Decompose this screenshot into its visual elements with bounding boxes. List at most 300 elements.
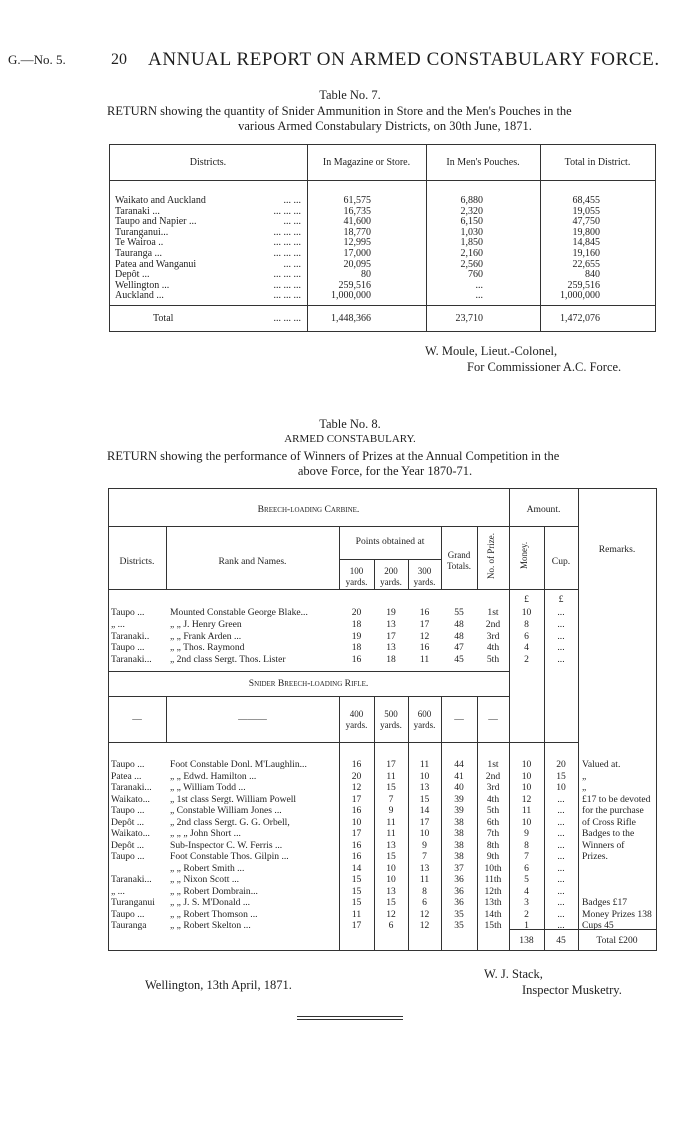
t7-cell-dots: ... ... ... bbox=[273, 205, 301, 217]
document-reference: G.—No. 5. bbox=[8, 52, 66, 67]
t8-cell-p2: 12 bbox=[386, 908, 396, 920]
t8-cell-name: Foot Constable Thos. Gilpin ... bbox=[170, 851, 289, 862]
footer-sig-line2: Inspector Musketry. bbox=[522, 983, 622, 997]
t7-cell-pouches: ... bbox=[475, 279, 483, 291]
t7-cell-magazine: 12,995 bbox=[343, 237, 371, 249]
t7-cell-total: 19,055 bbox=[572, 205, 600, 217]
t8-cell-district: Patea ... bbox=[111, 770, 142, 782]
t8-cell-p2: 15 bbox=[386, 851, 396, 862]
t8-cell-money: 10 bbox=[521, 782, 532, 793]
t7-col-pouches: In Men's Pouches. bbox=[446, 157, 520, 168]
t8-cell-money: 4 bbox=[524, 885, 529, 897]
t8-cell-p2: 9 bbox=[388, 805, 394, 816]
t8-cell-p1: 16 bbox=[351, 654, 362, 666]
t7-cell-dots: ... ... ... bbox=[273, 269, 301, 281]
t8-cell-p2: 6 bbox=[388, 920, 394, 931]
t7-cell-dots: ... ... bbox=[283, 195, 301, 206]
t7-cell-magazine: 259,516 bbox=[338, 279, 371, 291]
t8-cell-p1: 16 bbox=[351, 759, 362, 770]
t8-cell-prize: 6th bbox=[486, 816, 500, 828]
t8-cell-p2: 10 bbox=[386, 874, 396, 885]
t8-cell-district: Waikato... bbox=[111, 793, 150, 805]
t8-cell-name: „ 2nd class Sergt. Thos. Lister bbox=[170, 654, 286, 666]
t8-cell-money: 7 bbox=[524, 851, 529, 862]
t7-cell-pouches: 6,880 bbox=[460, 195, 483, 206]
t8-cell-district: Turanganui bbox=[111, 897, 155, 908]
t8-cell-p2: 11 bbox=[386, 828, 396, 839]
t8-cell-cup: ... bbox=[557, 874, 565, 885]
t8-cell-district: Depôt ... bbox=[111, 839, 145, 851]
t7-cell-total: 47,750 bbox=[572, 216, 600, 228]
t8-cell-p3: 8 bbox=[422, 885, 427, 897]
t8-cell-p3: 17 bbox=[419, 816, 430, 828]
t8-row bbox=[108, 759, 657, 770]
t8-cell-p2: 10 bbox=[386, 862, 396, 874]
t8-cell-district: „ ... bbox=[111, 885, 125, 897]
t8-cup-header: Cup. bbox=[551, 556, 571, 567]
t8-cell-total: 36 bbox=[454, 897, 464, 908]
t8-money-header: Money. bbox=[519, 541, 529, 569]
t8-cell-p3: 12 bbox=[419, 630, 430, 642]
t8-cell-name: „ „ Robert Dombrain... bbox=[170, 885, 258, 897]
t8-cell-remark: Prizes. bbox=[582, 851, 608, 862]
table8-prizes bbox=[108, 488, 657, 951]
t8-cell-prize: 15th bbox=[484, 920, 502, 931]
t8-cell-district: Taupo ... bbox=[111, 851, 145, 862]
t8-cell-p1: 15 bbox=[351, 897, 362, 908]
t8-cell-prize: 14th bbox=[484, 908, 502, 920]
t8-cell-money: 2 bbox=[524, 908, 529, 920]
t8-cell-name: „ „ J. S. M'Donald ... bbox=[170, 897, 251, 908]
t8-cell-cup: ... bbox=[557, 828, 565, 839]
t8-yards-100: 100 yards. bbox=[345, 566, 368, 587]
t7-cell-district: Turanganui... bbox=[115, 226, 169, 238]
t8-rifle-prize-dash: — bbox=[488, 714, 498, 725]
t7-col-districts: Districts. bbox=[189, 157, 227, 168]
t8-row bbox=[108, 771, 657, 782]
t8-cell-p3: 14 bbox=[419, 805, 430, 816]
t8-cell-name: Foot Constable Donl. M'Laughlin... bbox=[170, 759, 307, 770]
t7-total-total: 1,472,076 bbox=[560, 313, 600, 324]
t8-cell-district: Taupo ... bbox=[111, 908, 145, 920]
t7-cell-magazine: 20,095 bbox=[343, 258, 371, 270]
t8-cell-name: „ „ Nixon Scott ... bbox=[170, 874, 240, 885]
t7-cell-district: Depôt ... bbox=[115, 269, 150, 281]
t8-cell-prize: 2nd bbox=[485, 618, 501, 630]
page-title: ANNUAL REPORT ON ARMED CONSTABULARY FORCE. bbox=[148, 49, 660, 70]
t8-cell-name: „ „ „ John Short ... bbox=[170, 828, 241, 839]
page-number: 20 bbox=[111, 51, 127, 68]
t8-yards-200: 200 yards. bbox=[380, 566, 402, 587]
t8-row bbox=[108, 782, 657, 793]
t8-cell-district: Taupo ... bbox=[111, 607, 145, 618]
t8-remarks-header: Remarks. bbox=[598, 544, 636, 555]
t8-cell-money: 10 bbox=[521, 607, 532, 618]
t8-cell-prize: 12th bbox=[484, 885, 502, 897]
t7-cell-pouches: 2,160 bbox=[460, 248, 483, 259]
table7-return-line1: RETURN showing the quantity of Snider Ammunition in Store and the Men's Pouches in the bbox=[107, 104, 572, 118]
t8-cell-p1: 18 bbox=[351, 642, 362, 654]
t7-cell-magazine: 1,000,000 bbox=[331, 290, 371, 302]
t8-cell-remark: Badges £17 bbox=[582, 897, 628, 908]
t8-cell-total: 47 bbox=[454, 642, 464, 654]
t8-cell-prize: 2nd bbox=[485, 770, 501, 782]
t8-cell-money: 8 bbox=[524, 618, 529, 630]
table7-ammunition bbox=[109, 144, 656, 332]
t8-cell-cup: ... bbox=[557, 908, 565, 920]
table7-signature bbox=[425, 343, 665, 375]
t8-cell-total: 35 bbox=[454, 920, 464, 931]
t7-cell-district: Wellington ... bbox=[115, 279, 170, 291]
t8-cell-cup: ... bbox=[557, 805, 565, 816]
t8-cell-p1: 16 bbox=[351, 839, 362, 851]
t8-cell-p1: 17 bbox=[351, 828, 362, 839]
t7-cell-pouches: ... bbox=[475, 290, 483, 302]
t8-cell-total: 36 bbox=[454, 885, 464, 897]
t8-cell-p1: 14 bbox=[351, 862, 362, 874]
t8-cell-name: „ 1st class Sergt. William Powell bbox=[170, 793, 297, 805]
t8-row bbox=[108, 840, 657, 851]
t8-cell-p3: 6 bbox=[422, 897, 427, 908]
t8-cell-remark: £17 to be devoted bbox=[582, 793, 651, 805]
t8-cell-p3: 13 bbox=[419, 862, 430, 874]
t8-yards-500: 500 yards. bbox=[380, 709, 402, 730]
t8-cell-money: 10 bbox=[521, 770, 532, 782]
t8-cell-total: 45 bbox=[454, 654, 464, 666]
t8-cell-p2: 17 bbox=[386, 630, 396, 642]
table8-subcaption: ARMED CONSTABULARY. bbox=[284, 433, 416, 445]
t8-cell-name: „ Constable William Jones ... bbox=[170, 805, 282, 816]
t7-cell-magazine: 17,000 bbox=[343, 248, 371, 259]
t8-cell-money: 1 bbox=[524, 920, 529, 931]
t8-row bbox=[108, 654, 657, 665]
t8-cell-total: 38 bbox=[454, 816, 464, 828]
t8-cell-cup: ... bbox=[557, 920, 565, 931]
t8-cell-prize: 1st bbox=[487, 759, 499, 770]
t8-cell-p2: 18 bbox=[386, 654, 396, 666]
t8-yards-600: 600 yards. bbox=[413, 709, 436, 730]
t8-cell-p1: 12 bbox=[351, 782, 362, 793]
t8-cell-p3: 12 bbox=[419, 908, 430, 920]
t8-cell-name: „ „ Edwd. Hamilton ... bbox=[170, 770, 257, 782]
t8-cell-name: „ „ Robert Smith ... bbox=[170, 862, 245, 874]
t8-cell-cup: ... bbox=[557, 607, 565, 618]
t8-row bbox=[108, 909, 657, 920]
t8-cell-money: 12 bbox=[521, 793, 532, 805]
t8-rifle-total-dash: — bbox=[454, 714, 464, 725]
t8-cell-remark: „ bbox=[582, 782, 587, 793]
t8-cell-district: Taupo ... bbox=[111, 805, 145, 816]
t8-cell-p2: 13 bbox=[386, 885, 396, 897]
t8-cell-p2: 13 bbox=[386, 618, 396, 630]
t7-cell-dots: ... ... ... bbox=[273, 226, 301, 238]
t8-row bbox=[108, 607, 657, 618]
t8-cell-total: 44 bbox=[454, 759, 464, 770]
t7-cell-pouches: 2,560 bbox=[460, 258, 483, 270]
t7-sig-line1: W. Moule, Lieut.-Colonel, bbox=[425, 344, 558, 358]
t7-cell-pouches: 1,030 bbox=[460, 226, 483, 238]
t7-cell-magazine: 18,770 bbox=[343, 226, 371, 238]
t8-cell-p1: 18 bbox=[351, 618, 362, 630]
t8-cell-prize: 5th bbox=[486, 654, 500, 666]
t8-cell-p2: 7 bbox=[388, 793, 394, 805]
t7-cell-district: Te Wairoa .. bbox=[115, 237, 164, 249]
table7-caption: Table No. 7. bbox=[319, 88, 381, 102]
t8-cell-cup: 20 bbox=[556, 759, 566, 770]
t8-cell-cup: ... bbox=[557, 862, 565, 874]
t8-cell-p1: 20 bbox=[351, 607, 362, 618]
t7-cell-dots: ... ... ... bbox=[273, 290, 301, 302]
t7-cell-dots: ... ... bbox=[283, 258, 301, 270]
t8-cell-p3: 16 bbox=[419, 607, 430, 618]
t8-cell-p1: 17 bbox=[351, 793, 362, 805]
t8-cell-total: 41 bbox=[454, 770, 464, 782]
t8-cell-name: „ „ Frank Arden ... bbox=[170, 630, 242, 642]
t8-cell-prize: 4th bbox=[486, 793, 500, 805]
t7-cell-magazine: 61,575 bbox=[343, 195, 371, 206]
t8-cell-money: 6 bbox=[524, 862, 529, 874]
t8-cell-p3: 10 bbox=[419, 770, 430, 782]
t8-cell-prize: 4th bbox=[486, 642, 500, 654]
t8-cell-district: Taranaki... bbox=[111, 654, 152, 666]
t8-cell-p1: 19 bbox=[351, 630, 362, 642]
t8-cell-remark: „ bbox=[582, 770, 587, 782]
t8-cell-p3: 16 bbox=[419, 642, 430, 654]
t8-cell-p3: 11 bbox=[419, 874, 430, 885]
t8-row bbox=[108, 863, 657, 874]
t8-total-remark: Total £200 bbox=[596, 935, 638, 946]
t8-cell-money: 10 bbox=[521, 816, 532, 828]
t8-cell-total: 38 bbox=[454, 839, 464, 851]
t8-cell-total: 37 bbox=[454, 862, 464, 874]
t7-cell-dots: ... ... ... bbox=[273, 279, 301, 291]
t8-cell-p2: 17 bbox=[386, 759, 396, 770]
t8-cell-district: Taranaki.. bbox=[111, 630, 150, 642]
t7-cell-pouches: 2,320 bbox=[460, 205, 483, 217]
t8-row bbox=[108, 794, 657, 805]
t8-cell-name: „ „ Robert Skelton ... bbox=[170, 920, 251, 931]
t8-cell-p3: 10 bbox=[419, 828, 430, 839]
t8-cell-money: 2 bbox=[524, 654, 529, 666]
t8-cell-money: 8 bbox=[524, 839, 529, 851]
t8-cell-p2: 15 bbox=[386, 897, 396, 908]
t8-cell-p3: 9 bbox=[422, 839, 427, 851]
t7-cell-total: 22,655 bbox=[572, 258, 600, 270]
t8-cell-p1: 16 bbox=[351, 851, 362, 862]
t8-row bbox=[108, 874, 657, 885]
t8-cell-cup: ... bbox=[557, 793, 565, 805]
footer-sig-line1: W. J. Stack, bbox=[484, 967, 543, 981]
t8-cell-p3: 7 bbox=[422, 851, 427, 862]
t7-cell-dots: ... ... bbox=[283, 216, 301, 228]
t7-cell-district: Taranaki ... bbox=[115, 205, 160, 217]
footer-date: Wellington, 13th April, 1871. bbox=[145, 978, 292, 992]
t8-cell-total: 55 bbox=[454, 607, 464, 618]
t8-cell-p2: 11 bbox=[386, 816, 396, 828]
t8-cell-p2: 15 bbox=[386, 782, 396, 793]
t8-cell-p2: 11 bbox=[386, 770, 396, 782]
t8-cell-p1: 15 bbox=[351, 874, 362, 885]
table8-caption: Table No. 8. bbox=[319, 417, 381, 431]
table7-return-line2: various Armed Constabulary Districts, on 30th June, 1871. bbox=[238, 119, 532, 133]
t8-cell-cup: ... bbox=[557, 885, 565, 897]
t8-cell-remark: Valued at. bbox=[582, 759, 621, 770]
t8-row bbox=[108, 897, 657, 908]
t8-cell-cup: 10 bbox=[556, 782, 566, 793]
t8-rifle-rank-dash: ——— bbox=[238, 714, 267, 725]
t8-cell-cup: ... bbox=[557, 642, 565, 654]
t8-cell-p3: 11 bbox=[419, 759, 430, 770]
t8-row bbox=[108, 828, 657, 839]
t8-cell-p2: 13 bbox=[386, 642, 396, 654]
t8-cell-district: Depôt ... bbox=[111, 816, 145, 828]
t8-cell-total: 48 bbox=[454, 618, 464, 630]
t8-cell-name: „ „ William Todd ... bbox=[170, 782, 246, 793]
t8-cell-district: Taranaki... bbox=[111, 874, 152, 885]
t8-rank-header: Rank and Names. bbox=[218, 556, 287, 567]
t7-cell-total: 259,516 bbox=[567, 279, 600, 291]
t8-cell-p1: 20 bbox=[351, 770, 362, 782]
t8-cell-p2: 19 bbox=[386, 607, 396, 618]
t7-cell-district: Patea and Wanganui bbox=[115, 258, 197, 270]
t8-cell-name: „ 2nd class Sergt. G. G. Orbell, bbox=[170, 816, 290, 828]
t7-total-label: Total bbox=[153, 313, 174, 324]
t8-cell-money: 10 bbox=[521, 759, 532, 770]
t8-cell-cup: ... bbox=[557, 839, 565, 851]
t8-row bbox=[108, 920, 657, 931]
t8-row bbox=[108, 886, 657, 897]
t7-col-magazine: In Magazine or Store. bbox=[322, 157, 411, 168]
t8-rifle-district-dash: — bbox=[132, 714, 142, 725]
t8-row bbox=[108, 619, 657, 630]
t8-cell-prize: 8th bbox=[486, 839, 500, 851]
t8-section-carbine-title: Breech-loading Carbine. bbox=[257, 504, 360, 515]
t7-cell-magazine: 80 bbox=[361, 269, 371, 281]
t8-row bbox=[108, 631, 657, 642]
t8-points-header: Points obtained at bbox=[355, 536, 425, 547]
t8-cell-district: Waikato... bbox=[111, 828, 150, 839]
t8-cell-p1: 16 bbox=[351, 805, 362, 816]
t8-cell-remark: for the purchase bbox=[582, 805, 644, 816]
t8-cell-remark: Winners of bbox=[582, 839, 625, 851]
t7-cell-dots: ... ... ... bbox=[273, 237, 301, 249]
t7-cell-total: 68,455 bbox=[572, 195, 600, 206]
t8-cell-name: „ „ Thos. Raymond bbox=[170, 642, 245, 654]
t8-cell-prize: 9th bbox=[486, 851, 500, 862]
t7-cell-total: 1,000,000 bbox=[560, 290, 600, 302]
t8-total-cup: 45 bbox=[556, 935, 566, 946]
t8-cell-cup: ... bbox=[557, 851, 565, 862]
t7-total-magazine: 1,448,366 bbox=[331, 313, 371, 324]
t7-cell-district: Tauranga ... bbox=[115, 248, 163, 259]
t8-cell-total: 38 bbox=[454, 851, 464, 862]
t7-cell-total: 19,160 bbox=[572, 248, 600, 259]
t8-cell-prize: 3rd bbox=[486, 630, 500, 642]
t8-cell-p3: 11 bbox=[419, 654, 430, 666]
t8-cell-prize: 10th bbox=[484, 862, 502, 874]
t7-sig-line2: For Commissioner A.C. Force. bbox=[467, 360, 622, 374]
t8-yards-400: 400 yards. bbox=[345, 709, 368, 730]
t8-cell-remark: Cups 45 bbox=[582, 920, 614, 931]
t8-cell-p2: 13 bbox=[386, 839, 396, 851]
t7-cell-total: 19,800 bbox=[572, 226, 600, 238]
t8-cell-prize: 11th bbox=[484, 874, 502, 885]
t7-cell-magazine: 16,735 bbox=[343, 205, 371, 217]
t8-cell-total: 40 bbox=[454, 782, 464, 793]
t8-cell-district: Taupo ... bbox=[111, 759, 145, 770]
t8-cell-cup: ... bbox=[557, 654, 565, 666]
t8-districts-header: Districts. bbox=[119, 556, 155, 567]
t8-cell-prize: 5th bbox=[486, 805, 500, 816]
t8-cell-cup: ... bbox=[557, 816, 565, 828]
end-rule-bottom bbox=[297, 1019, 403, 1020]
t8-row bbox=[108, 805, 657, 816]
t7-total-pouches: 23,710 bbox=[455, 313, 483, 324]
table7-return-text bbox=[107, 104, 663, 134]
t8-cell-prize: 13th bbox=[484, 897, 502, 908]
t8-row bbox=[108, 817, 657, 828]
table8-return-line2: above Force, for the Year 1870-71. bbox=[297, 464, 473, 478]
t8-cell-cup: ... bbox=[557, 618, 565, 630]
t8-cell-total: 48 bbox=[454, 630, 464, 642]
t8-currency-money: £ bbox=[524, 594, 529, 605]
t8-cell-prize: 3rd bbox=[486, 782, 500, 793]
footer-signature bbox=[484, 966, 684, 998]
t8-cell-money: 5 bbox=[524, 874, 529, 885]
t8-cell-name: Sub-Inspector C. W. Ferris ... bbox=[170, 839, 283, 851]
t8-row bbox=[108, 642, 657, 653]
t8-currency-cup: £ bbox=[558, 594, 564, 605]
t8-cell-money: 6 bbox=[524, 630, 529, 642]
t7-total-dots: ... ... ... bbox=[273, 313, 301, 324]
t8-cell-p3: 13 bbox=[419, 782, 430, 793]
t8-cell-total: 39 bbox=[454, 793, 464, 805]
t7-cell-district: Auckland ... bbox=[115, 290, 164, 302]
t8-cell-p3: 12 bbox=[419, 920, 430, 931]
t7-cell-district: Taupo and Napier ... bbox=[115, 216, 197, 228]
t8-cell-total: 36 bbox=[454, 874, 464, 885]
t7-cell-pouches: 6,150 bbox=[460, 216, 483, 228]
t7-cell-total: 840 bbox=[585, 269, 600, 281]
t8-cell-money: 3 bbox=[524, 897, 529, 908]
t8-cell-p1: 17 bbox=[351, 920, 362, 931]
t8-cell-total: 39 bbox=[454, 805, 464, 816]
t7-cell-dots: ... ... ... bbox=[273, 248, 301, 259]
t8-cell-total: 35 bbox=[454, 908, 464, 920]
t8-cell-district: Taranaki... bbox=[111, 782, 152, 793]
t7-cell-district: Waikato and Auckland bbox=[115, 195, 206, 206]
t8-section-rifle-title: Snider Breech-loading Rifle. bbox=[248, 678, 369, 689]
t8-cell-remark: of Cross Rifle bbox=[582, 816, 636, 828]
t7-cell-total: 14,845 bbox=[572, 237, 600, 249]
t8-total-money: 138 bbox=[519, 935, 534, 946]
t8-grand-totals-header: Grand Totals. bbox=[446, 550, 472, 571]
t8-cell-prize: 1st bbox=[487, 607, 499, 618]
t8-cell-remark: Badges to the bbox=[582, 828, 635, 839]
t8-cell-district: Tauranga bbox=[111, 920, 147, 931]
t8-row bbox=[108, 851, 657, 862]
t8-cell-cup: 15 bbox=[556, 770, 566, 782]
t8-cell-p1: 15 bbox=[351, 885, 362, 897]
t8-cell-p3: 17 bbox=[419, 618, 430, 630]
t8-cell-p3: 15 bbox=[419, 793, 430, 805]
t8-cell-district: Taupo ... bbox=[111, 642, 145, 654]
t8-cell-name: Mounted Constable George Blake... bbox=[170, 607, 308, 618]
t8-cell-money: 4 bbox=[524, 642, 529, 654]
t8-cell-money: 9 bbox=[524, 828, 529, 839]
t8-amount-header: Amount. bbox=[526, 504, 561, 515]
t7-cell-pouches: 760 bbox=[468, 269, 483, 281]
